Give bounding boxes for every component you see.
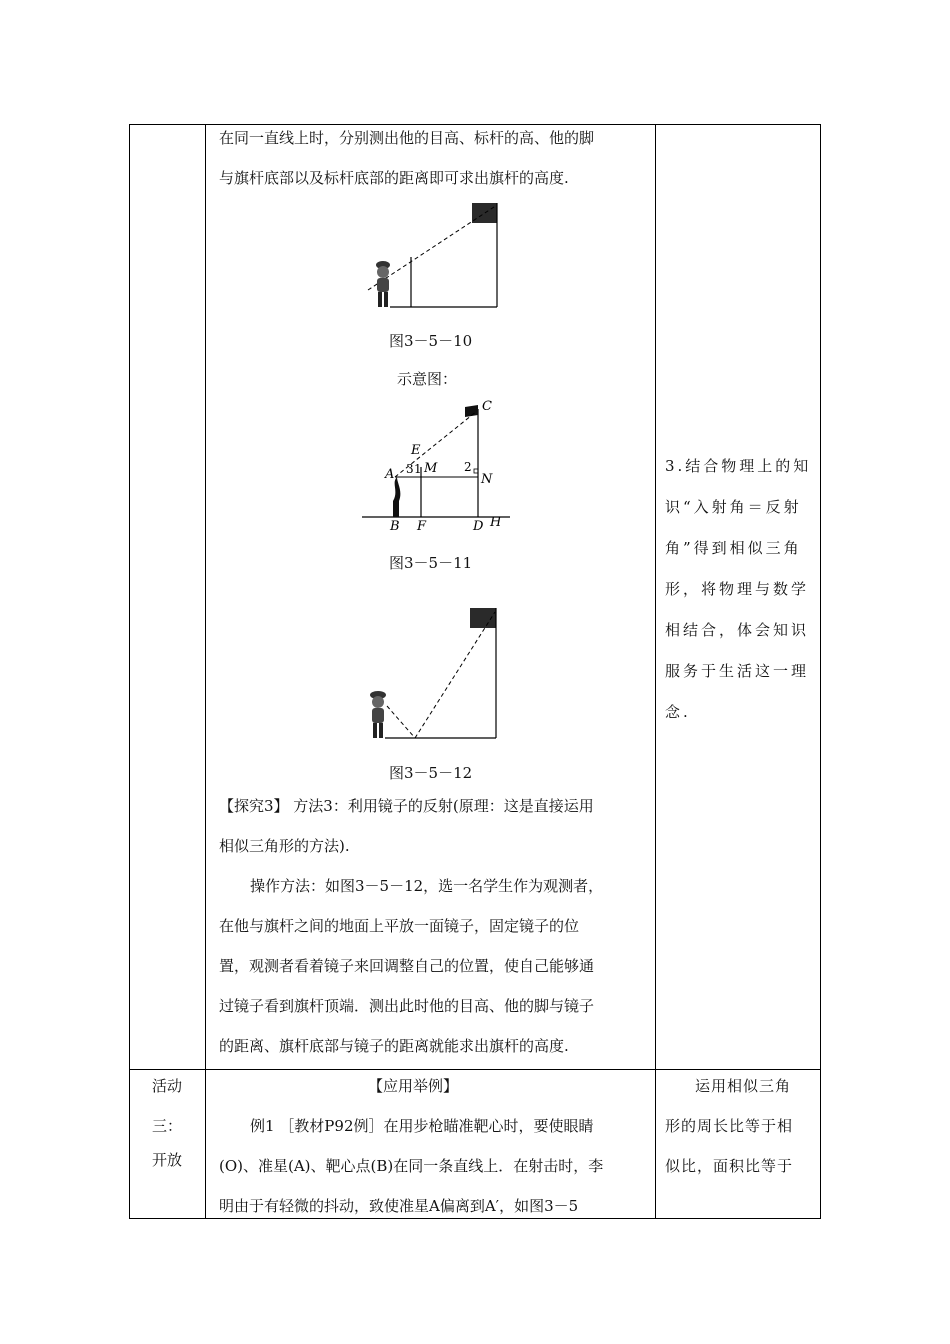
label-B: B bbox=[390, 519, 400, 534]
paragraph-line: 置，观测者看着镜子来回调整自己的位置，使自己能够通 bbox=[219, 957, 595, 975]
observer-AB bbox=[393, 477, 400, 517]
right-angle-mark bbox=[474, 469, 478, 473]
section-heading: 【应用举例】 bbox=[368, 1077, 459, 1095]
label-3: 3 bbox=[406, 462, 414, 476]
label-N: N bbox=[481, 472, 493, 487]
label-H: H bbox=[490, 515, 502, 530]
incident-ray bbox=[387, 706, 415, 738]
flag-shape bbox=[472, 203, 497, 223]
design-note bbox=[665, 446, 811, 733]
activity-label: 开放 bbox=[152, 1151, 183, 1169]
note-line: 服务于生活这一理 bbox=[665, 662, 810, 680]
paragraph-line: 在同一直线上时，分别测出他的目高、标杆的高、他的脚 bbox=[219, 129, 595, 147]
paragraph-line: 与旗杆底部以及标杆底部的距离即可求出旗杆的高度. bbox=[219, 169, 569, 187]
label-F: F bbox=[417, 519, 427, 534]
paragraph-line: 过镜子看到旗杆顶端．测出此时他的目高、他的脚与镜子 bbox=[219, 997, 595, 1015]
note-line: 形，将物理与数学 bbox=[665, 580, 810, 598]
figure-caption: 图3－5－11 bbox=[389, 554, 473, 572]
note-line: 3.结合物理上的知 bbox=[665, 457, 812, 475]
right-note-line: 形的周长比等于相 bbox=[665, 1117, 794, 1135]
paragraph-line: 相似三角形的方法). bbox=[219, 837, 350, 855]
figure-caption: 图3－5－12 bbox=[389, 764, 473, 782]
schematic-label: 示意图： bbox=[397, 370, 458, 388]
activity-label: 活动 bbox=[152, 1077, 183, 1095]
paragraph-line: 【探究3】 方法3：利用镜子的反射(原理：这是直接运用 bbox=[219, 797, 594, 815]
label-2: 2 bbox=[464, 460, 472, 474]
column-divider-2 bbox=[655, 125, 656, 1218]
flag-shape bbox=[470, 608, 496, 628]
paragraph-line: 操作方法：如图3－5－12，选一名学生作为观测者， bbox=[250, 877, 604, 895]
label-C: C bbox=[482, 399, 492, 414]
example-line: 例1 ［教材P92例］在用步枪瞄准靶心时，要使眼睛 bbox=[250, 1117, 594, 1135]
paragraph-line: 在他与旗杆之间的地面上平放一面镜子，固定镜子的位 bbox=[219, 917, 580, 935]
label-D: D bbox=[473, 519, 484, 534]
note-line: 识“入射角＝反射 bbox=[665, 498, 802, 516]
label-E: E bbox=[411, 443, 421, 458]
figure-3-5-10 bbox=[360, 195, 505, 315]
note-line: 角”得到相似三角 bbox=[665, 539, 802, 557]
figure-3-5-12 bbox=[360, 602, 505, 747]
right-note-line: 似比，面积比等于 bbox=[665, 1157, 794, 1175]
note-line: 相结合，体会知识 bbox=[665, 621, 810, 639]
right-note-line: 运用相似三角 bbox=[695, 1077, 792, 1095]
figure-3-5-11 bbox=[355, 393, 515, 538]
observer-figure bbox=[370, 691, 386, 738]
label-A: A bbox=[385, 467, 395, 482]
observer-figure bbox=[376, 261, 390, 307]
figure-caption: 图3－5－10 bbox=[389, 332, 473, 350]
label-1: 1 bbox=[414, 462, 422, 476]
example-line: 明由于有轻微的抖动，致使准星A偏离到A′，如图3－5 bbox=[219, 1197, 579, 1215]
activity-label: 三： bbox=[152, 1117, 183, 1135]
example-line: (O)、准星(A)、靶心点(B)在同一条直线上．在射击时，李 bbox=[219, 1157, 604, 1175]
label-M: M bbox=[424, 461, 438, 476]
reflected-ray bbox=[415, 612, 495, 738]
column-divider-1 bbox=[205, 125, 206, 1218]
note-line: 念. bbox=[665, 703, 691, 721]
paragraph-line: 的距离、旗杆底部与镜子的距离就能求出旗杆的高度. bbox=[219, 1037, 569, 1055]
